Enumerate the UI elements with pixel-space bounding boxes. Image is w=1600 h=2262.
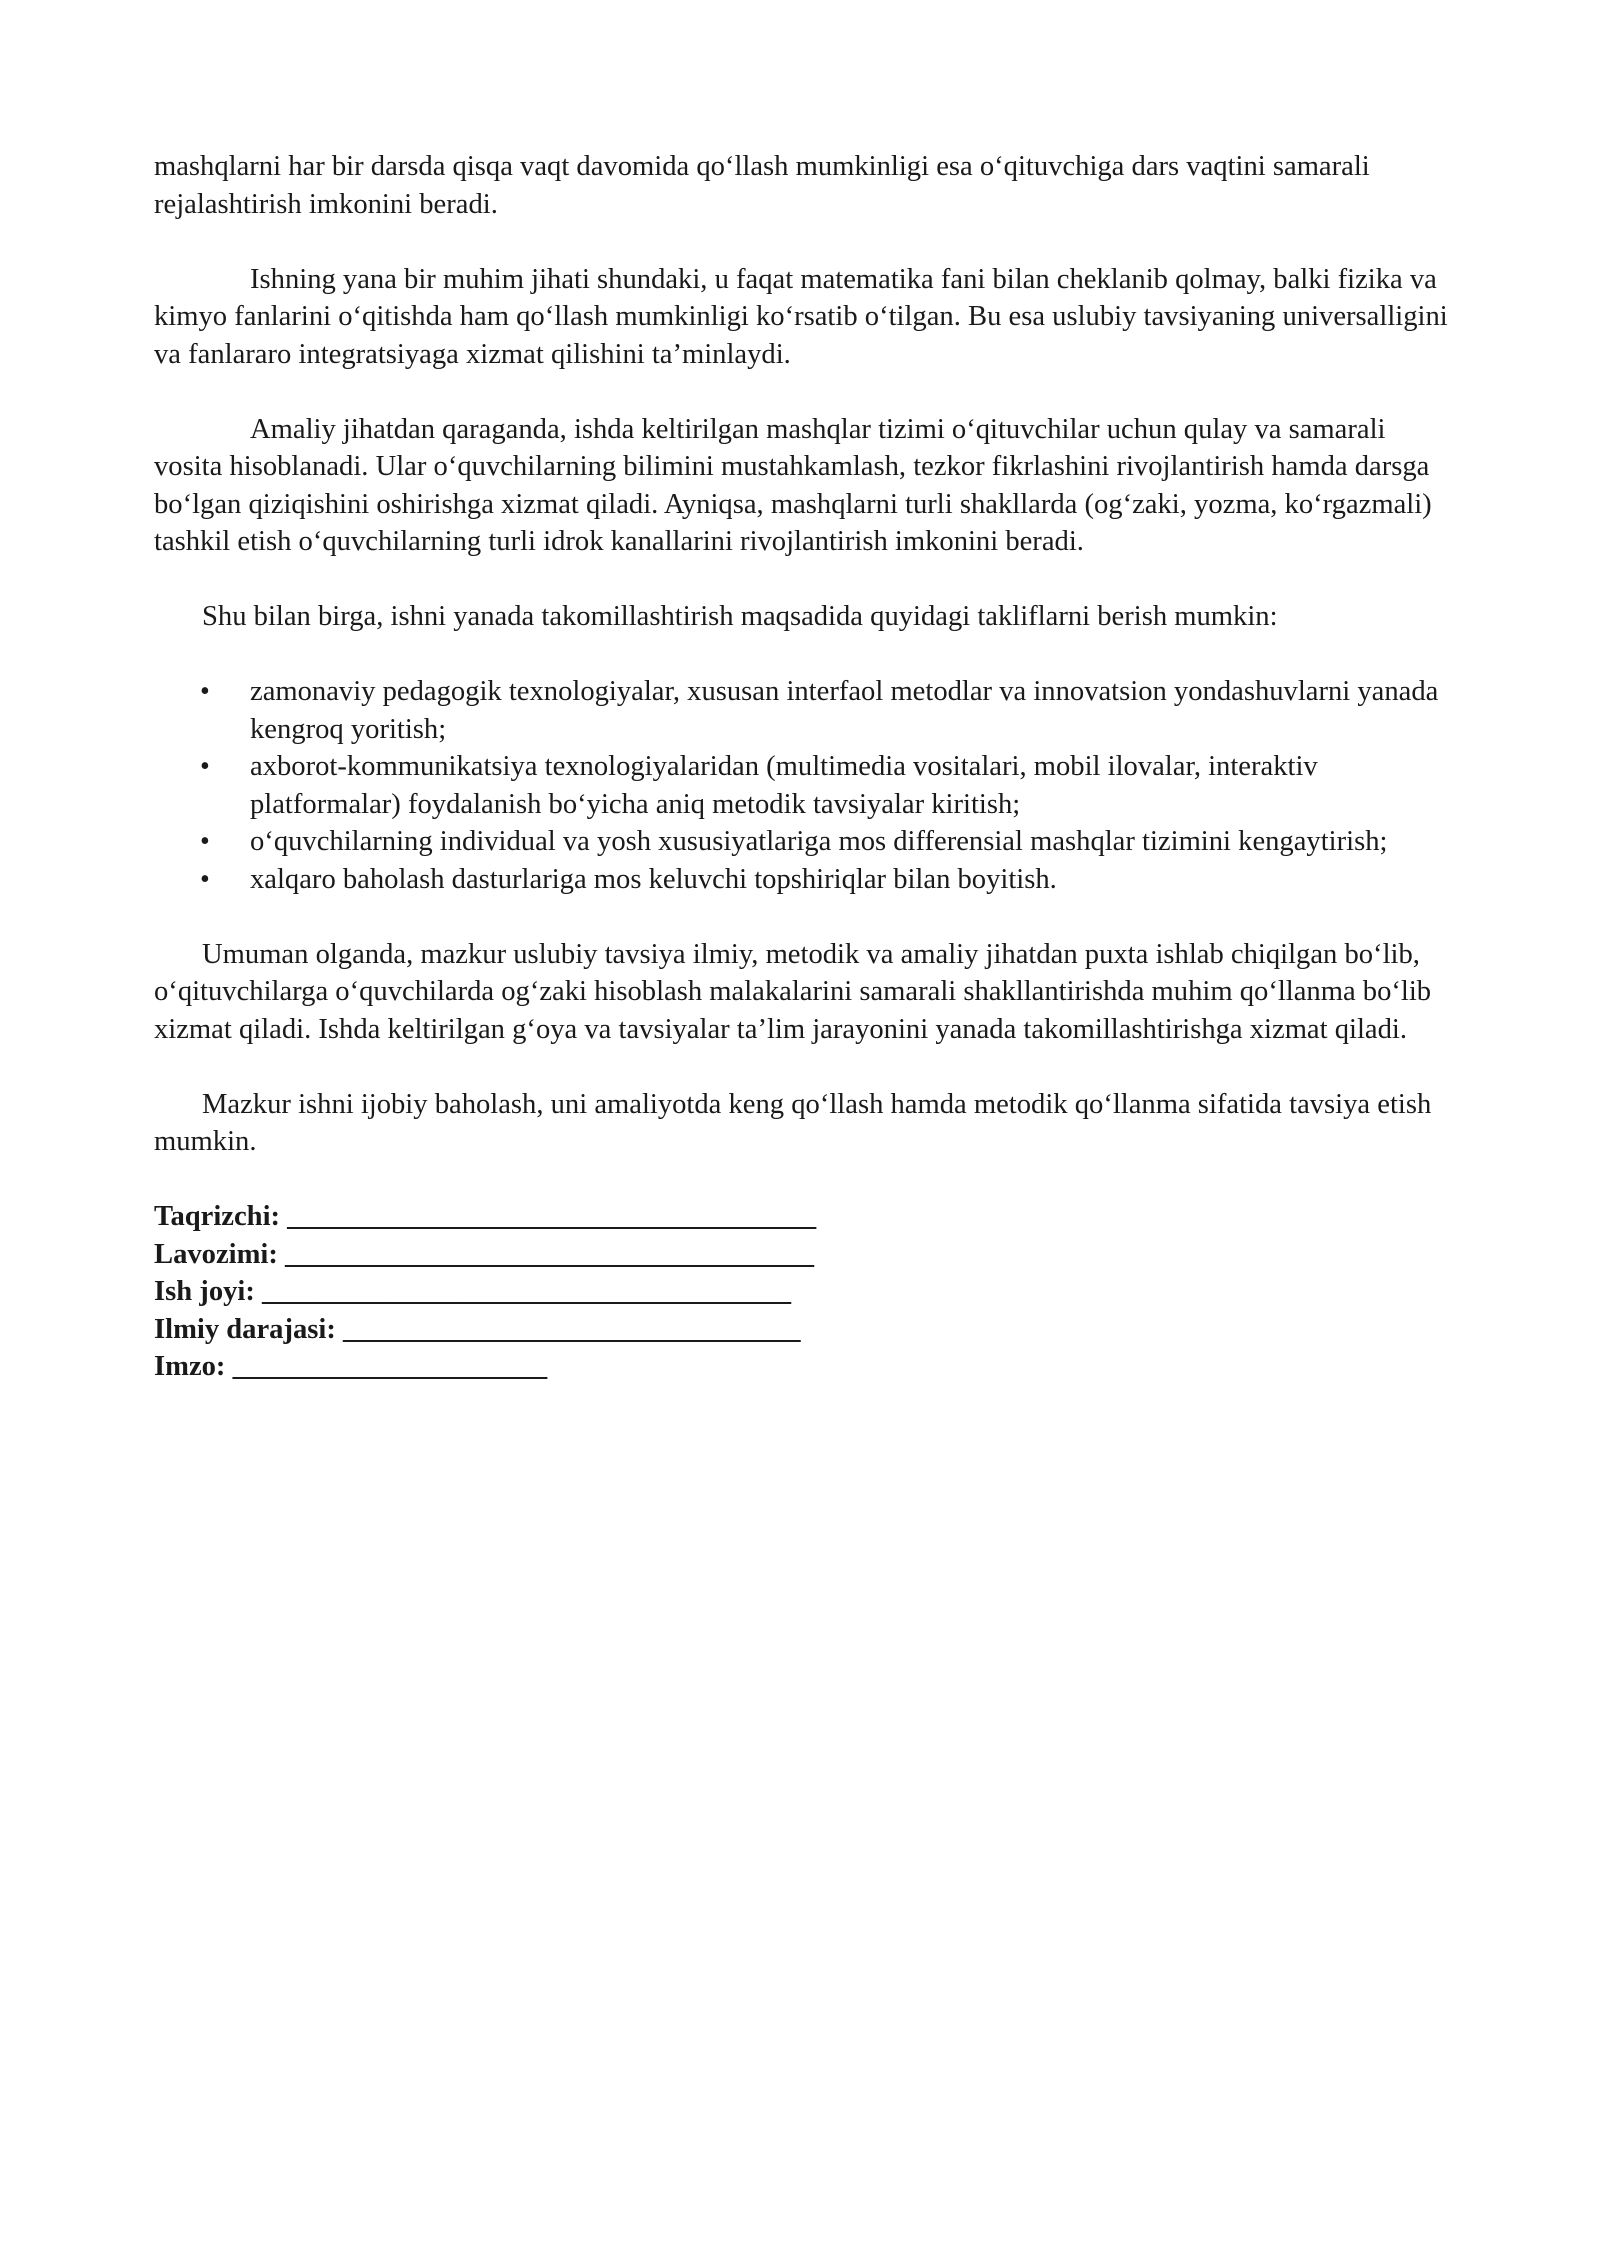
signature-workplace: Ish joyi: _____________________________________	[154, 1276, 792, 1307]
list-item-text: xalqaro baholash dasturlariga mos keluvchi topshiriqlar bilan boyitish.	[250, 863, 1057, 895]
list-item-text: o‘quvchilarning individual va yosh xususiyatlariga mos differensial mashqlar tizimini kengaytirish;	[250, 826, 1388, 857]
suggestions-list	[154, 673, 1454, 898]
bullet-icon: •	[200, 863, 210, 895]
signature-reviewer: Taqrizchi: _____________________________________	[154, 1201, 817, 1232]
list-item	[154, 861, 1454, 899]
list-item	[154, 823, 1454, 861]
bullet-icon: •	[200, 676, 210, 707]
paragraph-intro: mashqlarni har bir darsda qisqa vaqt davomida qo‘llash mumkinligi esa o‘qituvchiga dars vaqtini samarali rejalashtirish imkonini beradi.	[154, 151, 1370, 220]
list-item-text: axborot-kommunikatsiya texnologiyalaridan (multimedia vositalari, mobil ilovalar, interaktiv platformalar) foydalanish bo‘yicha aniq metodik tavsiyalar kiritish;	[250, 751, 1318, 820]
paragraph-conclusion: Umuman olganda, mazkur uslubiy tavsiya ilmiy, metodik va amaliy jihatdan puxta ishlab chiqilgan bo‘lib, o‘qituvchilarga o‘quvchilarda og‘zaki hisoblash malakalarini samarali shakllantirishda muhim qo‘llanma bo‘lib xizmat qiladi. Ishda keltirilgan g‘oya va tavsiyalar ta’lim jarayonini yanada takomillashtirishga xizmat qiladi.	[154, 938, 1432, 1045]
signature-position: Lavozimi: _____________________________________	[154, 1238, 815, 1270]
paragraph-suggestions-intro: Shu bilan birga, ishni yanada takomillashtirish maqsadida quyidagi takliflarni berish mumkin:	[202, 601, 1278, 632]
signature-degree: Ilmiy darajasi: ________________________________	[154, 1313, 801, 1345]
list-item	[154, 748, 1454, 823]
bullet-icon: •	[200, 751, 210, 782]
list-item	[154, 673, 1454, 748]
paragraph-recommendation: Mazkur ishni ijobiy baholash, uni amaliyotda keng qo‘llash hamda metodik qo‘llanma sifatida tavsiya etish mumkin.	[154, 1088, 1432, 1157]
signature-block	[154, 1198, 1454, 1386]
bullet-icon: •	[200, 826, 210, 857]
list-item-text: zamonaviy pedagogik texnologiyalar, xususan interfaol metodlar va innovatsion yondashuvlarni yanada kengroq yoritish;	[250, 676, 1439, 745]
signature-sign: Imzo: ______________________	[154, 1351, 548, 1382]
paragraph-practical: Amaliy jihatdan qaraganda, ishda keltirilgan mashqlar tizimi o‘qituvchilar uchun qulay va samarali vosita hisoblanadi. Ular o‘quvchilarning bilimini mustahkamlash, tezkor fikrlashini rivojlantirish hamda darsga bo‘lgan qiziqishini oshirishga xizmat qiladi. Ayniqsa, mashqlarni turli shakllarda (og‘zaki, yozma, ko‘rgazmali) tashkil etish o‘quvchilarning turli idrok kanallarini rivojlantirish imkonini beradi.	[154, 413, 1432, 557]
document-page	[154, 148, 1454, 1386]
paragraph-universality: Ishning yana bir muhim jihati shundaki, u faqat matematika fani bilan cheklanib qolmay, balki fizika va kimyo fanlarini o‘qitishda ham qo‘llash mumkinligi ko‘rsatib o‘tilgan. Bu esa uslubiy tavsiyaning universalligini va fanlararo integratsiyaga xizmat qilishini ta’minlaydi.	[154, 263, 1448, 370]
